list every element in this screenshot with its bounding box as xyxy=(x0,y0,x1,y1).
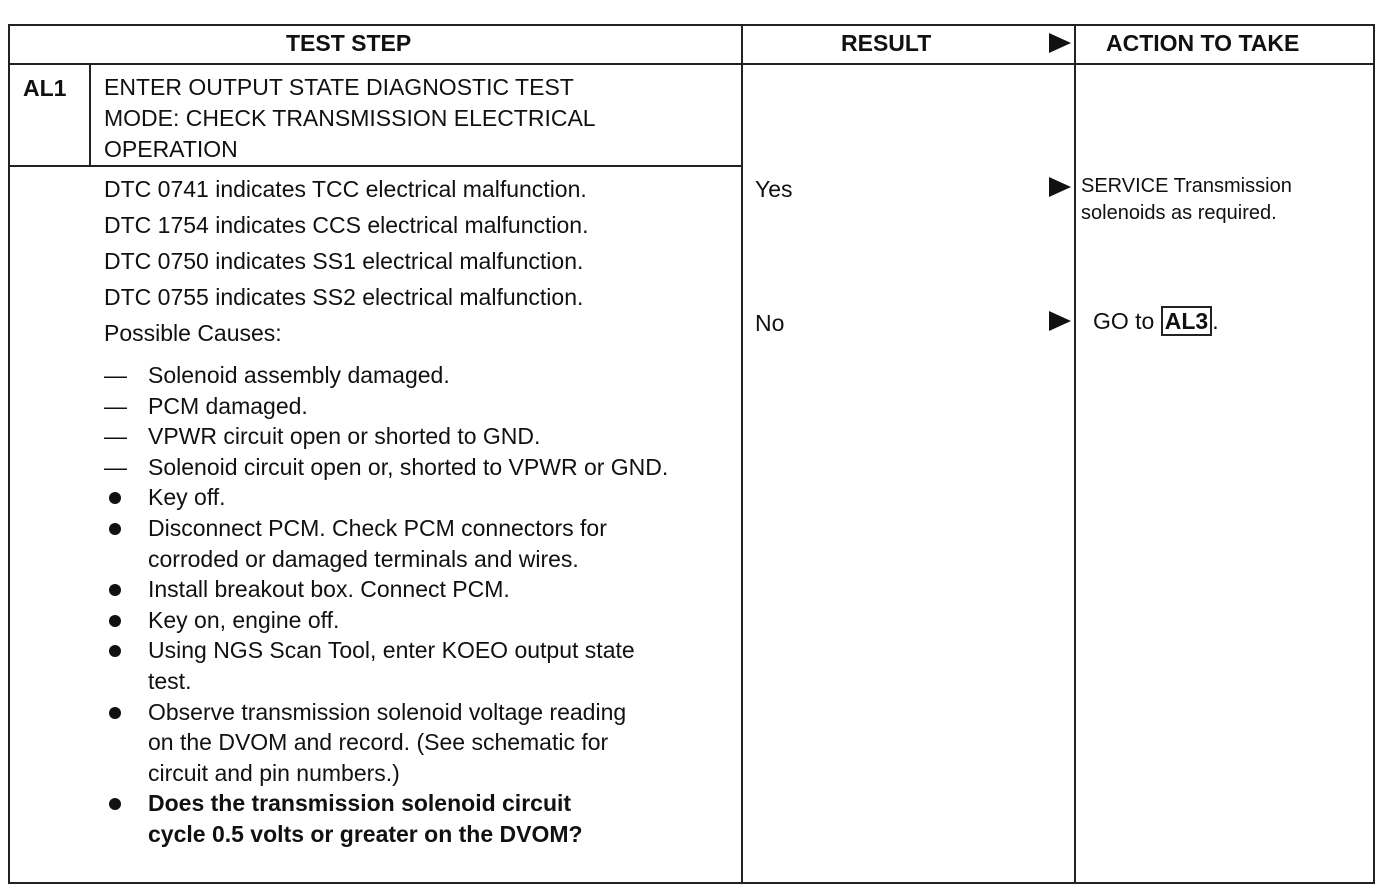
procedure-item: Key on, engine off. xyxy=(104,605,724,636)
possible-causes-label: Possible Causes: xyxy=(104,320,282,346)
step-id-divider xyxy=(89,63,91,166)
header-arrow-icon xyxy=(1049,33,1071,53)
header-divider xyxy=(8,63,1375,65)
header-result: RESULT xyxy=(841,30,932,56)
no-arrow-icon xyxy=(1049,311,1071,331)
dtc-line: DTC 0755 indicates SS2 electrical malfunction. xyxy=(104,284,584,310)
result-yes: Yes xyxy=(755,176,793,202)
header-test-step: TEST STEP xyxy=(286,30,412,56)
dtc-line: DTC 1754 indicates CCS electrical malfunction. xyxy=(104,212,589,238)
cause-item: — PCM damaged. xyxy=(104,391,724,422)
step-title-line: ENTER OUTPUT STATE DIAGNOSTIC TEST xyxy=(104,74,574,100)
step-title xyxy=(104,72,724,165)
result-column-divider xyxy=(741,24,743,884)
step-id: AL1 xyxy=(23,75,67,101)
cause-and-procedure-list xyxy=(104,360,724,850)
dtc-line: DTC 0750 indicates SS1 electrical malfunction. xyxy=(104,248,584,274)
action-yes-line: SERVICE Transmission xyxy=(1081,175,1292,197)
yes-arrow-icon xyxy=(1049,177,1071,197)
procedure-item: Install breakout box. Connect PCM. xyxy=(104,574,724,605)
question-item: Does the transmission solenoid circuit cycle 0.5 volts or greater on the DVOM? xyxy=(104,788,724,849)
header-action: ACTION TO TAKE xyxy=(1106,30,1300,56)
action-no-step-ref[interactable]: AL3 xyxy=(1161,306,1212,336)
step-title-divider xyxy=(8,165,741,167)
action-yes xyxy=(1081,173,1292,227)
step-title-line: OPERATION xyxy=(104,136,238,162)
dtc-line: DTC 0741 indicates TCC electrical malfunction. xyxy=(104,176,587,202)
procedure-item: Disconnect PCM. Check PCM connectors for corroded or damaged terminals and wires. xyxy=(104,513,724,574)
cause-item: — Solenoid circuit open or, shorted to VPWR or GND. xyxy=(104,452,724,483)
procedure-item: Using NGS Scan Tool, enter KOEO output state test. xyxy=(104,635,724,696)
procedure-item: Key off. xyxy=(104,482,724,513)
cause-item: — VPWR circuit open or shorted to GND. xyxy=(104,421,724,452)
action-column-divider xyxy=(1074,24,1076,884)
action-no xyxy=(1093,308,1219,335)
procedure-item: Observe transmission solenoid voltage reading on the DVOM and record. (See schematic for circuit and pin numbers.) xyxy=(104,697,724,789)
step-title-line: MODE: CHECK TRANSMISSION ELECTRICAL xyxy=(104,105,596,131)
action-yes-line: solenoids as required. xyxy=(1081,202,1277,224)
action-no-prefix: GO to xyxy=(1093,308,1155,334)
result-no: No xyxy=(755,310,785,336)
cause-item: — Solenoid assembly damaged. xyxy=(104,360,724,391)
action-no-suffix: . xyxy=(1212,308,1219,334)
